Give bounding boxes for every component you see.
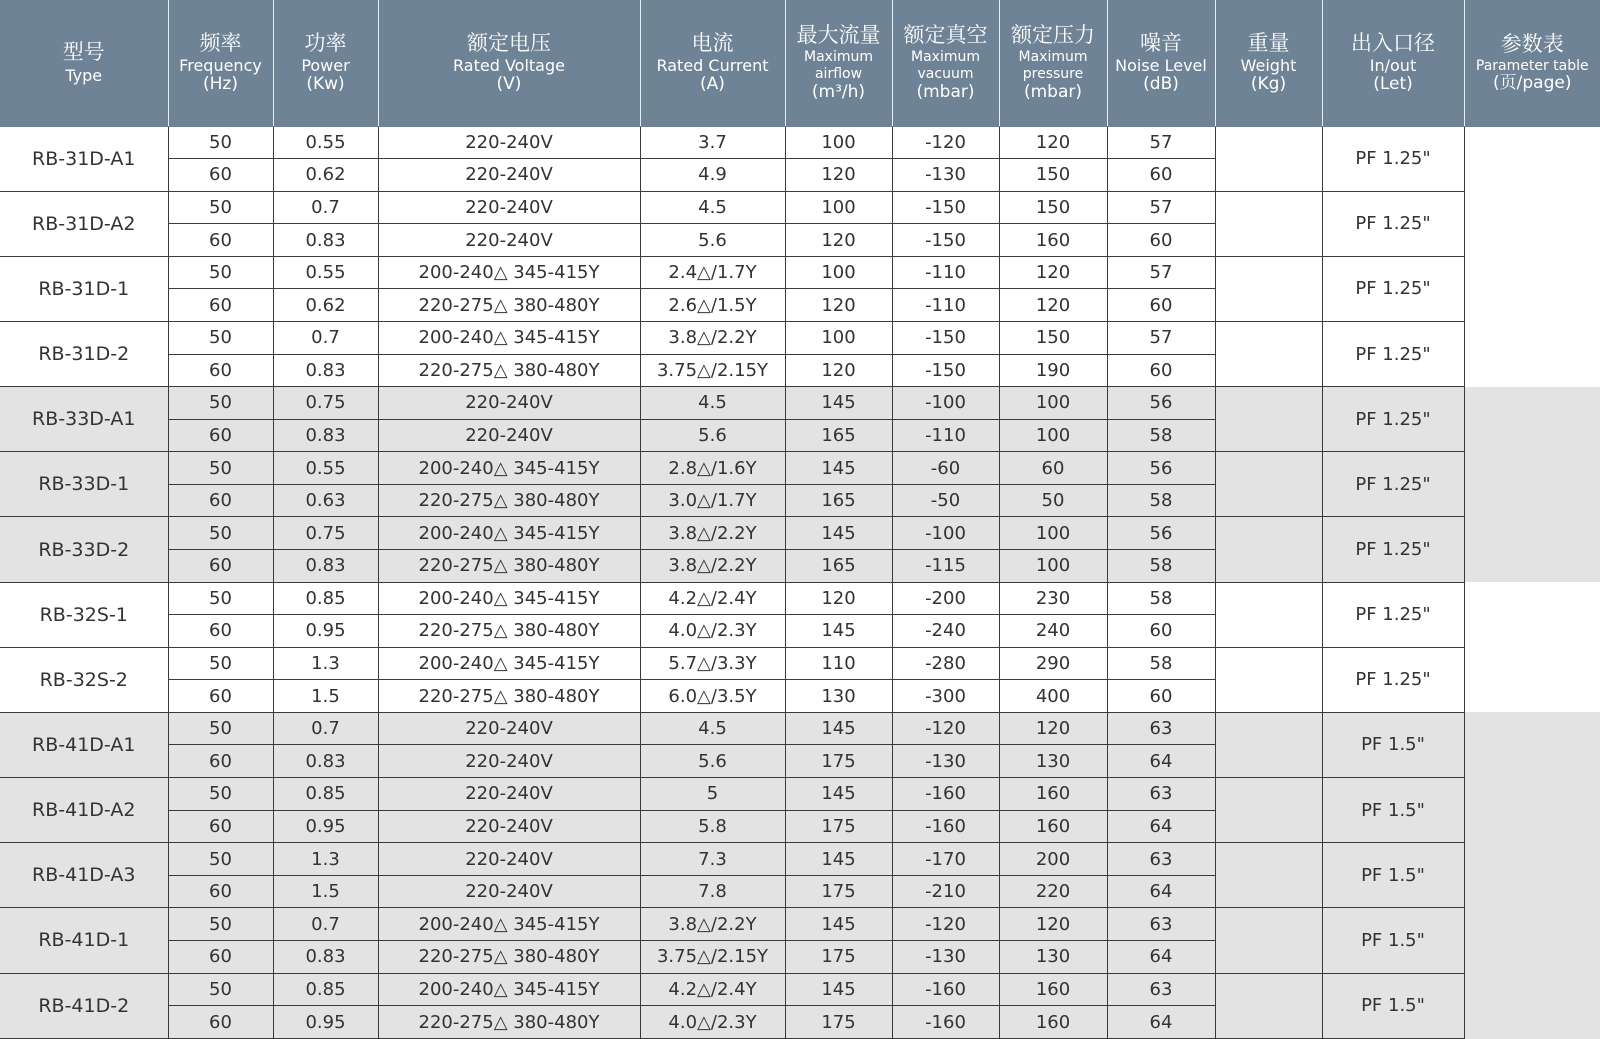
voltage-cell: 200-240△ 345-415Y [378, 973, 640, 1006]
power-cell: 0.75 [273, 517, 378, 550]
power-cell: 0.95 [273, 1006, 378, 1039]
vacuum-cell: -160 [892, 810, 999, 843]
current-cell: 3.75△/2.15Y [640, 354, 785, 387]
header-noise-level: 噪音 Noise Level (dB) [1107, 0, 1215, 126]
voltage-cell: 200-240△ 345-415Y [378, 647, 640, 680]
noise-cell: 64 [1107, 745, 1215, 778]
vacuum-cell: -210 [892, 875, 999, 908]
table-body [0, 126, 1600, 1039]
voltage-cell: 220-275△ 380-480Y [378, 289, 640, 322]
current-cell: 3.8△/2.2Y [640, 550, 785, 583]
voltage-cell: 200-240△ 345-415Y [378, 452, 640, 485]
power-cell: 0.63 [273, 484, 378, 517]
pressure-cell: 120 [999, 289, 1107, 322]
frequency-cell: 50 [168, 452, 273, 485]
voltage-cell: 220-240V [378, 419, 640, 452]
power-cell: 0.83 [273, 745, 378, 778]
noise-cell: 56 [1107, 517, 1215, 550]
power-cell: 0.7 [273, 321, 378, 354]
current-cell: 3.0△/1.7Y [640, 484, 785, 517]
pressure-cell: 130 [999, 940, 1107, 973]
voltage-cell: 220-240V [378, 875, 640, 908]
current-cell: 3.75△/2.15Y [640, 940, 785, 973]
noise-cell: 57 [1107, 256, 1215, 289]
table-row [0, 452, 1600, 485]
model-type-cell: RB-41D-2 [0, 973, 168, 1038]
in-out-cell: PF 1.25" [1322, 126, 1464, 191]
power-cell: 1.3 [273, 647, 378, 680]
pressure-cell: 100 [999, 387, 1107, 420]
model-type-cell: RB-41D-1 [0, 908, 168, 973]
vacuum-cell: -130 [892, 159, 999, 192]
weight-cell [1215, 126, 1322, 191]
power-cell: 0.85 [273, 973, 378, 1006]
current-cell: 5.6 [640, 419, 785, 452]
airflow-cell: 145 [785, 452, 892, 485]
power-cell: 0.83 [273, 224, 378, 257]
power-cell: 0.95 [273, 810, 378, 843]
frequency-cell: 50 [168, 517, 273, 550]
pressure-cell: 100 [999, 419, 1107, 452]
weight-cell [1215, 778, 1322, 843]
frequency-cell: 60 [168, 289, 273, 322]
voltage-cell: 220-240V [378, 843, 640, 876]
model-type-cell: RB-32S-2 [0, 647, 168, 712]
power-cell: 0.85 [273, 582, 378, 615]
header-max-pressure: 额定压力 Maximum pressure (mbar) [999, 0, 1107, 126]
noise-cell: 57 [1107, 321, 1215, 354]
vacuum-cell: -100 [892, 517, 999, 550]
voltage-cell: 220-240V [378, 159, 640, 192]
model-type-cell: RB-31D-2 [0, 321, 168, 386]
noise-cell: 64 [1107, 875, 1215, 908]
header-in-out: 出入口径 In/out (Let) [1322, 0, 1464, 126]
frequency-cell: 50 [168, 191, 273, 224]
current-cell: 3.8△/2.2Y [640, 321, 785, 354]
model-type-cell: RB-33D-1 [0, 452, 168, 517]
weight-cell [1215, 582, 1322, 647]
airflow-cell: 175 [785, 1006, 892, 1039]
noise-cell: 63 [1107, 712, 1215, 745]
pressure-cell: 120 [999, 126, 1107, 159]
in-out-cell: PF 1.25" [1322, 517, 1464, 582]
vacuum-cell: -120 [892, 126, 999, 159]
weight-cell [1215, 452, 1322, 517]
airflow-cell: 145 [785, 387, 892, 420]
voltage-cell: 220-240V [378, 810, 640, 843]
airflow-cell: 175 [785, 810, 892, 843]
frequency-cell: 50 [168, 712, 273, 745]
power-cell: 0.83 [273, 419, 378, 452]
vacuum-cell: -280 [892, 647, 999, 680]
parameter-page-cell [1464, 582, 1600, 712]
in-out-cell: PF 1.5" [1322, 843, 1464, 908]
table-row [0, 191, 1600, 224]
table-row [0, 256, 1600, 289]
table-row [0, 387, 1600, 420]
in-out-cell: PF 1.25" [1322, 582, 1464, 647]
pressure-cell: 240 [999, 615, 1107, 648]
current-cell: 3.7 [640, 126, 785, 159]
airflow-cell: 120 [785, 224, 892, 257]
voltage-cell: 220-275△ 380-480Y [378, 615, 640, 648]
frequency-cell: 60 [168, 680, 273, 713]
frequency-cell: 50 [168, 973, 273, 1006]
voltage-cell: 220-275△ 380-480Y [378, 680, 640, 713]
frequency-cell: 60 [168, 745, 273, 778]
airflow-cell: 165 [785, 550, 892, 583]
table-row [0, 321, 1600, 354]
current-cell: 4.5 [640, 387, 785, 420]
vacuum-cell: -150 [892, 224, 999, 257]
pressure-cell: 60 [999, 452, 1107, 485]
header-max-airflow: 最大流量 Maximum airflow (m³/h) [785, 0, 892, 126]
pressure-cell: 120 [999, 712, 1107, 745]
voltage-cell: 220-240V [378, 712, 640, 745]
model-type-cell: RB-41D-A1 [0, 712, 168, 777]
frequency-cell: 50 [168, 908, 273, 941]
table-row [0, 582, 1600, 615]
current-cell: 4.5 [640, 191, 785, 224]
table-row [0, 517, 1600, 550]
voltage-cell: 220-240V [378, 745, 640, 778]
model-type-cell: RB-41D-A3 [0, 843, 168, 908]
vacuum-cell: -120 [892, 712, 999, 745]
frequency-cell: 60 [168, 875, 273, 908]
vacuum-cell: -130 [892, 745, 999, 778]
voltage-cell: 220-275△ 380-480Y [378, 354, 640, 387]
current-cell: 4.0△/2.3Y [640, 615, 785, 648]
vacuum-cell: -160 [892, 1006, 999, 1039]
power-cell: 0.83 [273, 354, 378, 387]
airflow-cell: 165 [785, 419, 892, 452]
current-cell: 4.9 [640, 159, 785, 192]
power-cell: 1.5 [273, 680, 378, 713]
pressure-cell: 160 [999, 1006, 1107, 1039]
pressure-cell: 50 [999, 484, 1107, 517]
pressure-cell: 200 [999, 843, 1107, 876]
power-cell: 0.55 [273, 126, 378, 159]
in-out-cell: PF 1.25" [1322, 452, 1464, 517]
in-out-cell: PF 1.25" [1322, 321, 1464, 386]
frequency-cell: 60 [168, 615, 273, 648]
table-row [0, 647, 1600, 680]
voltage-cell: 220-275△ 380-480Y [378, 940, 640, 973]
frequency-cell: 60 [168, 419, 273, 452]
weight-cell [1215, 712, 1322, 777]
power-cell: 0.95 [273, 615, 378, 648]
power-cell: 0.7 [273, 908, 378, 941]
vacuum-cell: -200 [892, 582, 999, 615]
voltage-cell: 220-275△ 380-480Y [378, 1006, 640, 1039]
noise-cell: 63 [1107, 973, 1215, 1006]
noise-cell: 60 [1107, 615, 1215, 648]
vacuum-cell: -100 [892, 387, 999, 420]
airflow-cell: 175 [785, 875, 892, 908]
pressure-cell: 150 [999, 159, 1107, 192]
noise-cell: 64 [1107, 940, 1215, 973]
pressure-cell: 100 [999, 517, 1107, 550]
voltage-cell: 200-240△ 345-415Y [378, 517, 640, 550]
header-rated-current: 电流 Rated Current (A) [640, 0, 785, 126]
frequency-cell: 50 [168, 321, 273, 354]
voltage-cell: 220-240V [378, 224, 640, 257]
vacuum-cell: -120 [892, 908, 999, 941]
frequency-cell: 50 [168, 647, 273, 680]
parameter-page-cell [1464, 387, 1600, 582]
voltage-cell: 220-240V [378, 778, 640, 811]
weight-cell [1215, 517, 1322, 582]
model-type-cell: RB-31D-1 [0, 256, 168, 321]
airflow-cell: 165 [785, 484, 892, 517]
current-cell: 3.8△/2.2Y [640, 908, 785, 941]
pressure-cell: 150 [999, 191, 1107, 224]
power-cell: 0.83 [273, 550, 378, 583]
current-cell: 5.7△/3.3Y [640, 647, 785, 680]
in-out-cell: PF 1.5" [1322, 908, 1464, 973]
power-cell: 0.85 [273, 778, 378, 811]
header-weight: 重量 Weight (Kg) [1215, 0, 1322, 126]
table-row [0, 908, 1600, 941]
pressure-cell: 190 [999, 354, 1107, 387]
weight-cell [1215, 387, 1322, 452]
current-cell: 5.6 [640, 224, 785, 257]
noise-cell: 57 [1107, 191, 1215, 224]
power-cell: 0.75 [273, 387, 378, 420]
voltage-cell: 200-240△ 345-415Y [378, 321, 640, 354]
vacuum-cell: -150 [892, 321, 999, 354]
airflow-cell: 175 [785, 940, 892, 973]
frequency-cell: 60 [168, 810, 273, 843]
noise-cell: 58 [1107, 582, 1215, 615]
noise-cell: 60 [1107, 289, 1215, 322]
airflow-cell: 175 [785, 745, 892, 778]
vacuum-cell: -300 [892, 680, 999, 713]
vacuum-cell: -110 [892, 419, 999, 452]
airflow-cell: 120 [785, 354, 892, 387]
table-row [0, 126, 1600, 159]
header-max-vacuum: 额定真空 Maximum vacuum (mbar) [892, 0, 999, 126]
airflow-cell: 100 [785, 321, 892, 354]
current-cell: 5.8 [640, 810, 785, 843]
current-cell: 2.8△/1.6Y [640, 452, 785, 485]
model-type-cell: RB-32S-1 [0, 582, 168, 647]
vacuum-cell: -160 [892, 778, 999, 811]
pressure-cell: 160 [999, 224, 1107, 257]
current-cell: 7.3 [640, 843, 785, 876]
header-power: 功率 Power (Kw) [273, 0, 378, 126]
power-cell: 0.55 [273, 256, 378, 289]
weight-cell [1215, 843, 1322, 908]
in-out-cell: PF 1.25" [1322, 256, 1464, 321]
model-type-cell: RB-31D-A1 [0, 126, 168, 191]
noise-cell: 58 [1107, 484, 1215, 517]
header-row [0, 0, 1600, 126]
frequency-cell: 60 [168, 484, 273, 517]
voltage-cell: 200-240△ 345-415Y [378, 582, 640, 615]
table-row [0, 712, 1600, 745]
airflow-cell: 100 [785, 256, 892, 289]
current-cell: 4.2△/2.4Y [640, 582, 785, 615]
airflow-cell: 120 [785, 159, 892, 192]
power-cell: 0.62 [273, 159, 378, 192]
current-cell: 2.6△/1.5Y [640, 289, 785, 322]
pressure-cell: 160 [999, 810, 1107, 843]
noise-cell: 60 [1107, 680, 1215, 713]
vacuum-cell: -110 [892, 289, 999, 322]
current-cell: 4.0△/2.3Y [640, 1006, 785, 1039]
current-cell: 4.5 [640, 712, 785, 745]
vacuum-cell: -130 [892, 940, 999, 973]
weight-cell [1215, 908, 1322, 973]
model-type-cell: RB-31D-A2 [0, 191, 168, 256]
vacuum-cell: -110 [892, 256, 999, 289]
current-cell: 4.2△/2.4Y [640, 973, 785, 1006]
airflow-cell: 130 [785, 680, 892, 713]
current-cell: 3.8△/2.2Y [640, 517, 785, 550]
pressure-cell: 160 [999, 778, 1107, 811]
header-frequency: 频率 Frequency (Hz) [168, 0, 273, 126]
vacuum-cell: -240 [892, 615, 999, 648]
pressure-cell: 150 [999, 321, 1107, 354]
frequency-cell: 60 [168, 159, 273, 192]
table-header [0, 0, 1600, 126]
weight-cell [1215, 321, 1322, 386]
frequency-cell: 60 [168, 940, 273, 973]
noise-cell: 56 [1107, 387, 1215, 420]
current-cell: 7.8 [640, 875, 785, 908]
current-cell: 6.0△/3.5Y [640, 680, 785, 713]
noise-cell: 63 [1107, 843, 1215, 876]
in-out-cell: PF 1.25" [1322, 647, 1464, 712]
airflow-cell: 145 [785, 843, 892, 876]
power-cell: 0.62 [273, 289, 378, 322]
model-type-cell: RB-33D-A1 [0, 387, 168, 452]
model-type-cell: RB-41D-A2 [0, 778, 168, 843]
voltage-cell: 220-240V [378, 387, 640, 420]
airflow-cell: 145 [785, 908, 892, 941]
noise-cell: 58 [1107, 647, 1215, 680]
weight-cell [1215, 647, 1322, 712]
vacuum-cell: -150 [892, 191, 999, 224]
in-out-cell: PF 1.5" [1322, 973, 1464, 1038]
in-out-cell: PF 1.25" [1322, 191, 1464, 256]
airflow-cell: 145 [785, 973, 892, 1006]
pressure-cell: 290 [999, 647, 1107, 680]
header-rated-voltage: 额定电压 Rated Voltage (V) [378, 0, 640, 126]
power-cell: 1.3 [273, 843, 378, 876]
noise-cell: 64 [1107, 1006, 1215, 1039]
header-parameter-table: 参数表 Parameter table (页/page) [1464, 0, 1600, 126]
pressure-cell: 160 [999, 973, 1107, 1006]
power-cell: 0.7 [273, 712, 378, 745]
power-cell: 0.83 [273, 940, 378, 973]
vacuum-cell: -115 [892, 550, 999, 583]
pressure-cell: 130 [999, 745, 1107, 778]
voltage-cell: 220-275△ 380-480Y [378, 550, 640, 583]
voltage-cell: 200-240△ 345-415Y [378, 908, 640, 941]
parameter-page-cell [1464, 126, 1600, 387]
model-type-cell: RB-33D-2 [0, 517, 168, 582]
noise-cell: 60 [1107, 224, 1215, 257]
frequency-cell: 60 [168, 354, 273, 387]
vacuum-cell: -160 [892, 973, 999, 1006]
airflow-cell: 120 [785, 582, 892, 615]
table-row [0, 973, 1600, 1006]
frequency-cell: 50 [168, 778, 273, 811]
frequency-cell: 60 [168, 550, 273, 583]
airflow-cell: 145 [785, 712, 892, 745]
table-row [0, 843, 1600, 876]
airflow-cell: 145 [785, 778, 892, 811]
table-row [0, 778, 1600, 811]
voltage-cell: 220-240V [378, 191, 640, 224]
noise-cell: 60 [1107, 354, 1215, 387]
noise-cell: 64 [1107, 810, 1215, 843]
airflow-cell: 110 [785, 647, 892, 680]
frequency-cell: 50 [168, 843, 273, 876]
power-cell: 0.7 [273, 191, 378, 224]
voltage-cell: 200-240△ 345-415Y [378, 256, 640, 289]
pressure-cell: 230 [999, 582, 1107, 615]
noise-cell: 63 [1107, 908, 1215, 941]
airflow-cell: 120 [785, 289, 892, 322]
weight-cell [1215, 256, 1322, 321]
weight-cell [1215, 191, 1322, 256]
in-out-cell: PF 1.5" [1322, 712, 1464, 777]
pressure-cell: 120 [999, 256, 1107, 289]
pressure-cell: 400 [999, 680, 1107, 713]
frequency-cell: 50 [168, 126, 273, 159]
weight-cell [1215, 973, 1322, 1038]
noise-cell: 60 [1107, 159, 1215, 192]
power-cell: 1.5 [273, 875, 378, 908]
frequency-cell: 60 [168, 224, 273, 257]
airflow-cell: 145 [785, 517, 892, 550]
current-cell: 2.4△/1.7Y [640, 256, 785, 289]
airflow-cell: 145 [785, 615, 892, 648]
current-cell: 5.6 [640, 745, 785, 778]
noise-cell: 56 [1107, 452, 1215, 485]
vacuum-cell: -60 [892, 452, 999, 485]
current-cell: 5 [640, 778, 785, 811]
vacuum-cell: -50 [892, 484, 999, 517]
voltage-cell: 220-275△ 380-480Y [378, 484, 640, 517]
airflow-cell: 100 [785, 191, 892, 224]
vacuum-cell: -150 [892, 354, 999, 387]
frequency-cell: 50 [168, 582, 273, 615]
header-type: 型号 Type [0, 0, 168, 126]
noise-cell: 58 [1107, 550, 1215, 583]
frequency-cell: 60 [168, 1006, 273, 1039]
pressure-cell: 120 [999, 908, 1107, 941]
frequency-cell: 50 [168, 387, 273, 420]
noise-cell: 57 [1107, 126, 1215, 159]
in-out-cell: PF 1.25" [1322, 387, 1464, 452]
noise-cell: 58 [1107, 419, 1215, 452]
noise-cell: 63 [1107, 778, 1215, 811]
power-cell: 0.55 [273, 452, 378, 485]
parameter-page-cell [1464, 712, 1600, 1038]
pressure-cell: 100 [999, 550, 1107, 583]
pressure-cell: 220 [999, 875, 1107, 908]
airflow-cell: 100 [785, 126, 892, 159]
in-out-cell: PF 1.5" [1322, 778, 1464, 843]
frequency-cell: 50 [168, 256, 273, 289]
vacuum-cell: -170 [892, 843, 999, 876]
voltage-cell: 220-240V [378, 126, 640, 159]
